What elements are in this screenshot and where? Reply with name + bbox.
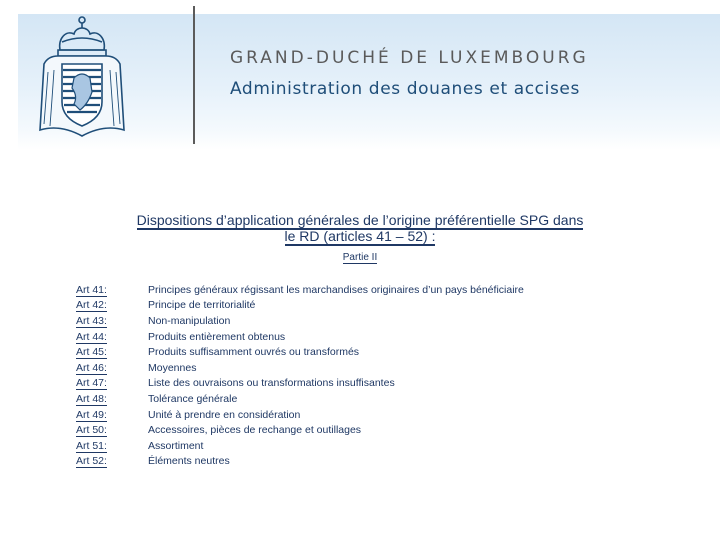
part-label bbox=[300, 252, 420, 263]
country-name: GRAND-DUCHÉ DE LUXEMBOURG bbox=[230, 48, 589, 68]
article-description: Non-manipulation bbox=[148, 314, 231, 327]
article-description: Assortiment bbox=[148, 439, 204, 452]
article-number: Art 44: bbox=[76, 330, 107, 343]
article-number: Art 41: bbox=[76, 283, 107, 296]
article-number: Art 45: bbox=[76, 346, 107, 359]
article-number: Art 47: bbox=[76, 377, 107, 390]
list-item bbox=[76, 360, 676, 376]
article-description: Produits suffisamment ouvrés ou transformés bbox=[148, 346, 360, 359]
list-item bbox=[76, 344, 676, 360]
coat-of-arms-logo bbox=[34, 12, 130, 140]
list-item bbox=[76, 298, 676, 314]
list-item bbox=[76, 329, 676, 345]
article-description: Unité à prendre en considération bbox=[148, 408, 301, 421]
list-item bbox=[76, 438, 676, 454]
article-description: Éléments neutres bbox=[148, 455, 230, 468]
article-number: Art 43: bbox=[76, 314, 107, 327]
article-description: Principes généraux régissant les marchandises originaires d’un pays bénéficiaire bbox=[148, 283, 524, 296]
list-item bbox=[76, 454, 676, 470]
article-description: Moyennes bbox=[148, 361, 197, 374]
title-line-1: Dispositions d’application générales de l’origine préférentielle SPG dans bbox=[136, 212, 584, 228]
article-description: Accessoires, pièces de rechange et outillages bbox=[148, 424, 362, 437]
page-title bbox=[60, 212, 660, 244]
title-line-2: le RD (articles 41 – 52) : bbox=[284, 228, 436, 244]
article-number: Art 49: bbox=[76, 408, 107, 421]
administration-name: Administration des douanes et accises bbox=[230, 79, 580, 99]
article-description: Produits entièrement obtenus bbox=[148, 330, 286, 343]
list-item bbox=[76, 282, 676, 298]
article-description: Liste des ouvraisons ou transformations insuffisantes bbox=[148, 377, 395, 390]
list-item bbox=[76, 313, 676, 329]
article-number: Art 42: bbox=[76, 299, 107, 312]
part-label-text: Partie II bbox=[342, 252, 378, 263]
list-item bbox=[76, 376, 676, 392]
list-item bbox=[76, 407, 676, 423]
list-item bbox=[76, 422, 676, 438]
header-divider bbox=[193, 6, 195, 144]
article-number: Art 50: bbox=[76, 424, 107, 437]
article-description: Tolérance générale bbox=[148, 392, 238, 405]
article-number: Art 48: bbox=[76, 392, 107, 405]
article-number: Art 46: bbox=[76, 361, 107, 374]
articles-list bbox=[76, 282, 676, 469]
article-description: Principe de territorialité bbox=[148, 299, 256, 312]
article-number: Art 51: bbox=[76, 439, 107, 452]
article-number: Art 52: bbox=[76, 455, 107, 468]
list-item bbox=[76, 391, 676, 407]
